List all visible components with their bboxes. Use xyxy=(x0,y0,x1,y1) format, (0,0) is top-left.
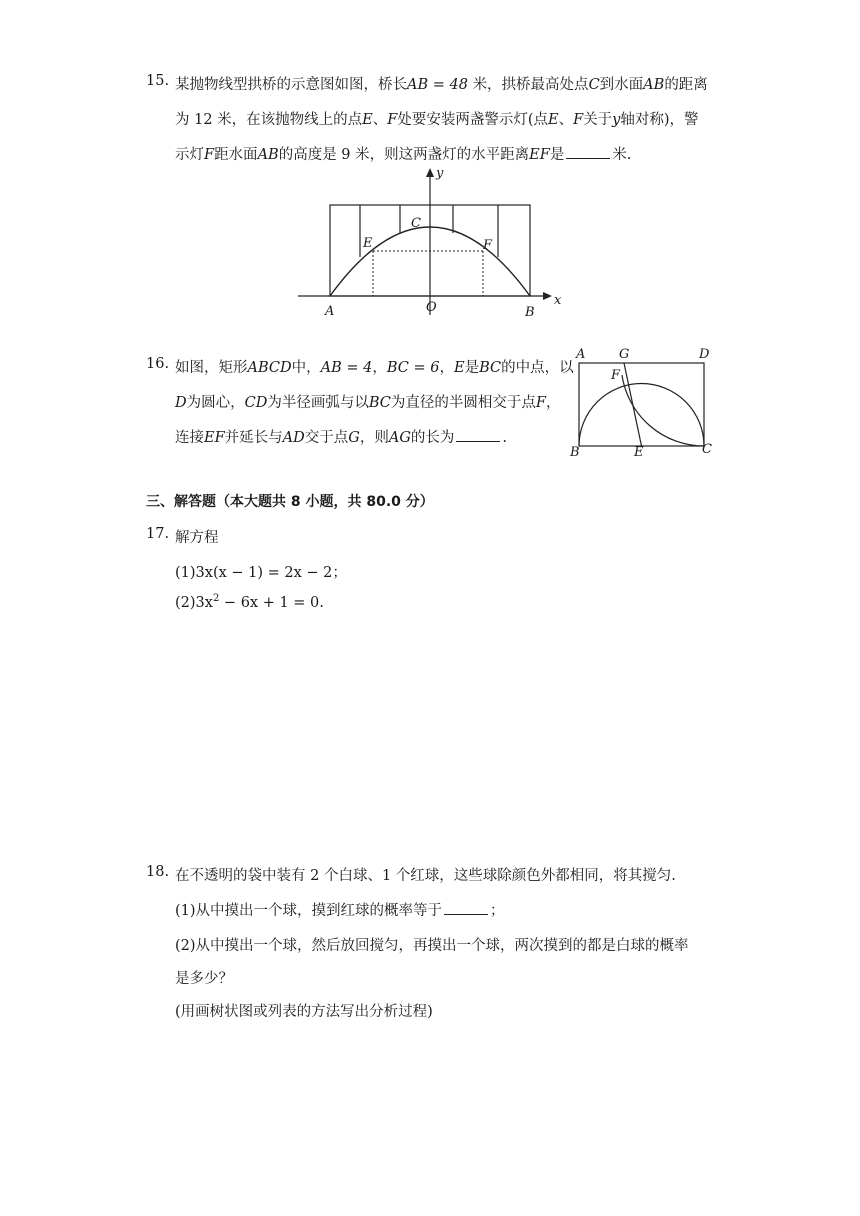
q16-line-3: 连接EF并延长与AD交于点G，则AG的长为 . xyxy=(175,426,507,447)
q17-number: 17. xyxy=(146,526,170,542)
fig16-label-D: D xyxy=(699,347,710,362)
q18-stem: 在不透明的袋中装有 2 个白球、1 个红球，这些球除颜色外都相同，将其搅匀. xyxy=(175,868,676,884)
q16-number: 16. xyxy=(146,356,170,372)
q18-number: 18. xyxy=(146,864,170,880)
fig15-label-A: A xyxy=(325,304,335,319)
q16-rectangle-figure xyxy=(566,343,726,461)
fig15-label-F: F xyxy=(483,238,493,253)
q18-part-2-line-1: (2)从中摸出一个球，然后放回搅匀，再摸出一个球，两次摸到的都是白球的概率 xyxy=(175,938,689,954)
fig16-label-B: B xyxy=(570,445,580,460)
q18-answer-blank xyxy=(444,900,488,915)
fig15-label-x: x xyxy=(554,293,562,308)
q16-answer-blank xyxy=(456,427,500,442)
q18-part-1: (1)从中摸出一个球，摸到红球的概率等于 ； xyxy=(175,899,505,920)
q15-answer-blank xyxy=(566,144,610,159)
q15-line-2: 为 12 米，在该抛物线上的点E、F处要安装两盏警示灯(点E、F关于y轴对称)，警 xyxy=(175,112,699,128)
fig16-label-E: E xyxy=(634,445,644,460)
q15-line-3: 示灯F距水面AB的高度是 9 米，则这两盏灯的水平距离EF是 米. xyxy=(175,143,631,164)
q18-part-3: (用画树状图或列表的方法写出分析过程) xyxy=(175,1004,433,1020)
fig15-label-y: y xyxy=(436,166,444,181)
q17-title: 解方程 xyxy=(175,530,219,546)
fig15-label-O: O xyxy=(426,300,437,315)
fig16-label-F: F xyxy=(611,368,621,383)
q15-line-1: 某抛物线型拱桥的示意图如图，桥长AB = 48 米，拱桥最高处点C到水面AB的距离 xyxy=(175,77,708,93)
q17-equation-2: $(2)3x^2 - 6x + 1 = 0$. xyxy=(175,593,324,611)
q15-bridge-figure xyxy=(290,165,570,320)
fig15-label-C: C xyxy=(411,216,421,231)
fig15-label-B: B xyxy=(525,305,535,320)
fig16-label-G: G xyxy=(619,347,630,362)
q15-number: 15. xyxy=(146,73,170,89)
q16-line-2: D为圆心，CD为半径画弧与以BC为直径的半圆相交于点F， xyxy=(175,395,561,411)
q16-line-1: 如图，矩形ABCD中，AB = 4，BC = 6，E是BC的中点，以 xyxy=(175,360,574,376)
fig16-label-C: C xyxy=(702,442,712,457)
section-3-title: 三、解答题（本大题共 8 小题，共 80.0 分） xyxy=(146,494,434,510)
fig16-label-A: A xyxy=(576,347,586,362)
q17-equation-1: (1)3x(x − 1) = 2x − 2； xyxy=(175,565,347,581)
q18-part-2-line-2: 是多少？ xyxy=(175,971,233,987)
fig15-label-E: E xyxy=(363,236,373,251)
